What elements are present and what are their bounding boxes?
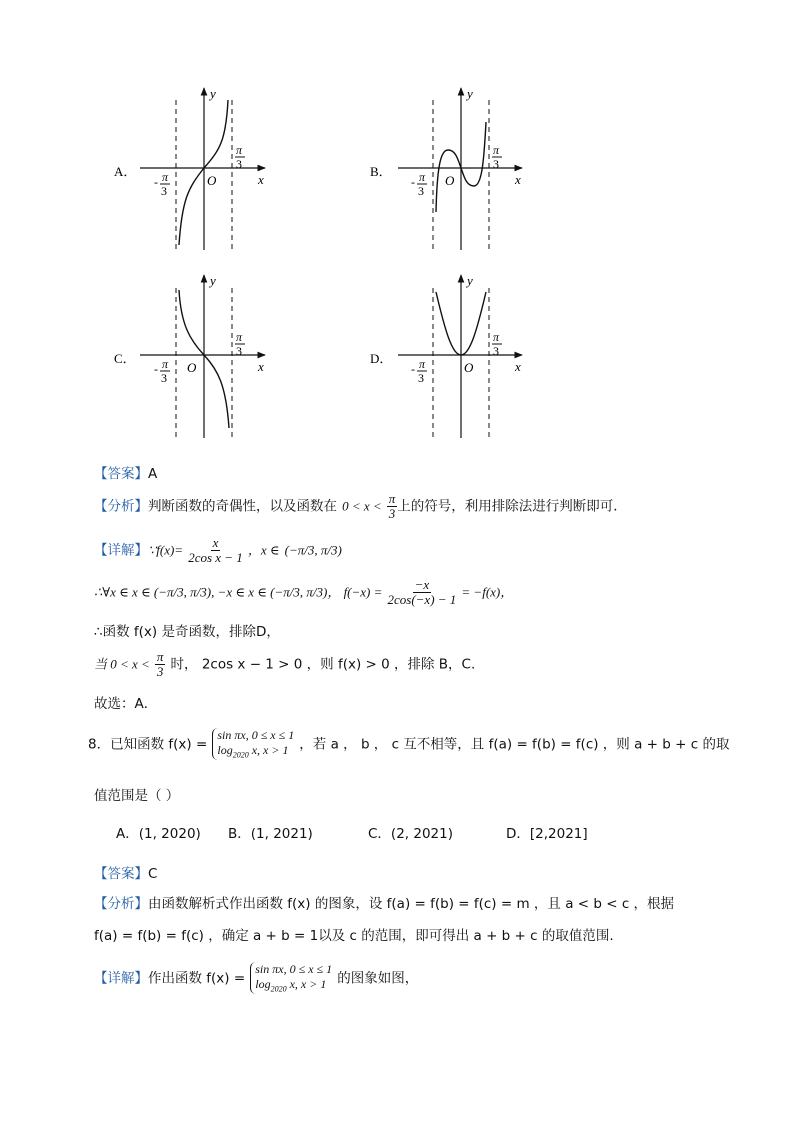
q8-detail: 【详解】作出函数 f(x) = sin πx, 0 ≤ x ≤ 1 $\log_{2020} x$, x > 1 的图象如图， (94, 962, 419, 994)
option-graphs (0, 0, 794, 450)
option-c[interactable]: C．(2, 2021) (368, 826, 453, 842)
svg-text:π: π (162, 170, 169, 184)
svg-text:-: - (411, 362, 415, 376)
svg-text:π: π (493, 143, 500, 157)
svg-text:π: π (419, 170, 426, 184)
svg-text:π: π (236, 143, 243, 157)
graph-c-y: y (210, 273, 216, 288)
svg-text:-: - (154, 362, 158, 376)
svg-text:-: - (411, 175, 415, 189)
graph-a-label: A． (114, 164, 137, 179)
piecewise-function: sin πx, 0 ≤ x ≤ 1 $\log_{2020} x$, x > 1 (212, 728, 294, 760)
q7-analysis: 【分析】判断函数的奇偶性，以及函数在 0 < x < $\frac{\pi}{3}$ 上的符号，利用排除法进行判断即可． (94, 491, 627, 521)
graph-b (398, 88, 522, 250)
svg-text:-: - (154, 175, 158, 189)
graph-b-label: B． (370, 164, 392, 179)
svg-text:3: 3 (236, 344, 242, 358)
graph-a-x: x (258, 172, 264, 187)
option-b[interactable]: B．(1, 2021) (228, 826, 313, 842)
svg-text:3: 3 (493, 344, 499, 358)
svg-text:3: 3 (161, 371, 167, 385)
q8-analysis-1: 【分析】由函数解析式作出函数 f(x) 的图象，设 f(a) = f(b) = f(c) = m ，且 a < b < c ，根据 (94, 896, 675, 912)
q8-answer: 【答案】C (94, 866, 158, 882)
graph-b-origin: O (445, 173, 455, 188)
graph-a (140, 88, 265, 250)
svg-text:π: π (162, 357, 169, 371)
graph-d-x: x (515, 359, 521, 374)
pi-over-3: $\frac{\pi}{3}$ (388, 491, 396, 521)
graph-a-y: y (210, 86, 216, 101)
svg-text:3: 3 (493, 157, 499, 171)
graph-d-y: y (467, 273, 473, 288)
q7-detail-4: 当 0 < x < $\frac{\pi}{3}$ 时， 2cos x − 1 > 0 ，则 f(x) > 0 ，排除 B，C. (94, 649, 476, 679)
svg-text:3: 3 (418, 184, 424, 198)
svg-text:3: 3 (236, 157, 242, 171)
option-d[interactable]: D．[2,2021] (506, 826, 588, 842)
q8-options (116, 822, 636, 842)
graph-b-y: y (467, 86, 473, 101)
option-a[interactable]: A．(1, 2020) (116, 826, 201, 842)
graph-c-label: C． (114, 351, 136, 366)
svg-text:π: π (419, 357, 426, 371)
graph-c-origin: O (187, 360, 197, 375)
graph-c-x: x (258, 359, 264, 374)
q7-detail-1: 【详解】∵f(x)= $\frac{x}{\text{2cos x − 1}}$ ，x ∈ (−π/3, π/3) (94, 535, 342, 565)
graph-d (398, 275, 522, 438)
q7-answer: 【答案】A (94, 466, 158, 482)
svg-text:π: π (493, 330, 500, 344)
graph-c (140, 275, 265, 438)
q8-stem: 8．已知函数 f(x) = sin πx, 0 ≤ x ≤ 1 $\log_{2020} x$, x > 1 ，若 a ， b ， c 互不相等，且 f(a) = f(b) = f(c) ，则 a + b + c 的取 (88, 728, 730, 760)
q8-stem-line2: 值范围是（ ） (94, 788, 180, 804)
q8-analysis-2: f(a) = f(b) = f(c) ，确定 a + b = 1以及 c 的范围，即可得出 a + b + c 的取值范围. (94, 928, 614, 944)
q7-detail-3: ∴函数 f(x) 是奇函数，排除D， (94, 624, 280, 640)
q7-detail-2: ∴∀x ∈ x ∈ (−π/3, π/3), −x ∈ x ∈ (−π/3, π/3)， f(−x) = $\frac{-x}{2\cos(-x) - 1}$ = −f(x)， (94, 577, 514, 607)
svg-text:3: 3 (161, 184, 167, 198)
svg-text:π: π (236, 330, 243, 344)
q7-conclusion: 故选：A． (94, 696, 158, 712)
graph-d-label: D． (370, 351, 393, 366)
svg-text:3: 3 (418, 371, 424, 385)
graph-a-origin: O (207, 173, 217, 188)
graph-d-origin: O (464, 360, 474, 375)
graph-b-x: x (515, 172, 521, 187)
